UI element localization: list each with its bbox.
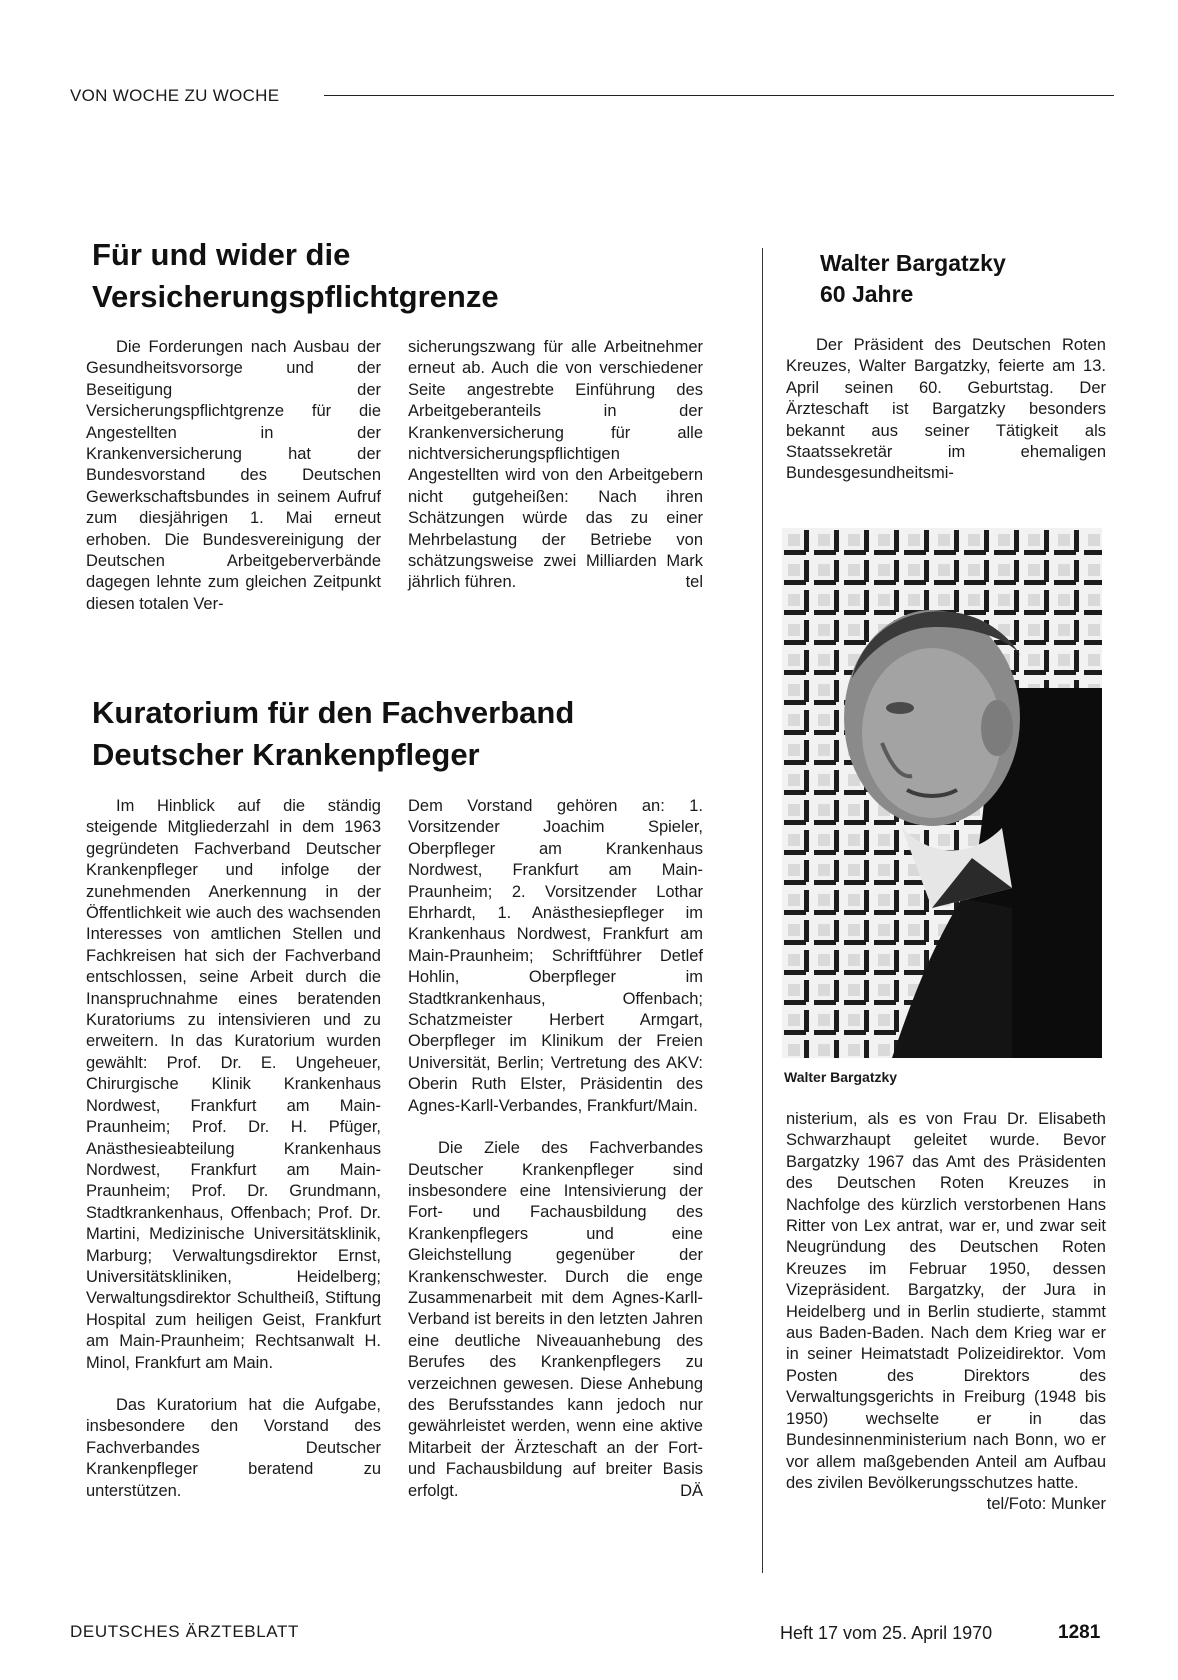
- footer-journal-name: DEUTSCHES ÄRZTEBLATT: [70, 1622, 299, 1641]
- article2-paragraph-4-text: Die Ziele des Fachverbandes Deutscher Krankenpfleger sind insbesondere eine Intensivierung der Fort- und Fachausbildung des Krankenpflegers und eine Gleichstellung gegenüber der Krankenschwester. Durch die enge Zusammenarbeit mit dem Agnes-Karll-Verband ist bereits in den letzten Jahren eine deutliche Niveauanhebung des Berufes des Krankenpflegers zu verzeichnen gewesen. Diese Anhebung des Berufsstandes kann jedoch nur gewährleistet werden, wenn eine aktive Mitarbeit der Ärzteschaft an der Fort- und Fachausbildung auf breiter Basis erfolgt.: [408, 1139, 703, 1500]
- article1-paragraph-continued: [408, 337, 703, 594]
- article2-signature: DÄ: [680, 1481, 703, 1500]
- article1-headline-line2: Versicherungspflichtgrenze: [92, 279, 499, 314]
- article2-paragraph-3: Dem Vorstand gehören an: 1. Vorsitzender Joachim Spieler, Oberpfleger am Krankenhaus Nordwest, Frankfurt am Main-Praunheim; 2. Vorsitzender Lothar Ehrhardt, 1. Anästhesiepfleger im Krankenhaus Nordwest, Frankfurt am Main-Praunheim; Schriftführer Detlef Hohlin, Oberpfleger im Stadtkrankenhaus, Offenbach; Schatzmeister Herbert Armgart, Oberpfleger im Klinikum der Freien Universität, Berlin; Vertretung des AKV: Oberin Ruth Elster, Präsidentin des Agnes-Karll-Verbandes, Frankfurt/Main.: [408, 797, 703, 1115]
- article1-headline-line1: Für und wider die: [92, 237, 351, 272]
- article2-paragraph-2: Das Kuratorium hat die Aufgabe, insbesondere den Vorstand des Fachverbandes Deutscher Krankenpfleger beratend zu unterstützen.: [86, 1395, 381, 1500]
- article2-column-right: [408, 796, 703, 1502]
- article1-paragraph: Die Forderungen nach Ausbau der Gesundheitsvorsorge und der Beseitigung der Versicherungspflichtgrenze für die Angestellten in der Krankenversicherung hat der Bundesvorstand des Deutschen Gewerkschaftsbundes in seinem Aufruf zum diesjährigen 1. Mai erneut erhoben. Die Bundesvereinigung der Deutschen Arbeitgeberverbände dagegen lehnte zum gleichen Zeitpunkt diesen totalen Ver-: [86, 338, 381, 613]
- article2-headline: [92, 692, 712, 776]
- sidebar-paragraph-2: [786, 1109, 1106, 1514]
- sidebar-paragraph-1: Der Präsident des Deutschen Roten Kreuzes, Walter Bargatzky, feierte am 13. April seinen 60. Geburtstag. Der Ärzteschaft ist Bargatzky besonders bekannt aus seiner Tätigkeit als Staatssekretär im ehemaligen Bundesgesundheitsmi-: [786, 336, 1106, 483]
- portrait-photo: [782, 528, 1102, 1058]
- sidebar-paragraph-2-text: nisterium, als es von Frau Dr. Elisabeth Schwarzhaupt geleitet wurde. Bevor Bargatzky 1967 das Amt des Präsidenten des Deutschen Roten Kreuzes in Nachfolge des kürzlich verstorbenen Hans Ritter von Lex antrat, war er, und zwar seit Neugründung des Deutschen Roten Kreuzes im Februar 1950, dessen Vizepräsident. Bargatzky, der Jura in Heidelberg und in Berlin studierte, stammt aus Baden-Baden. Nach dem Krieg war er in seiner Heimatstadt Polizeidirektor. Vom Posten des Direktors des Verwaltungsgerichts in Freiburg (1948 bis 1950) wechselte er in das Bundesinnenministerium nach Bonn, wo er vor allem maßgebenden Anteil am Aufbau des zivilen Bevölkerungsschutzes hatte.: [786, 1110, 1106, 1492]
- sidebar-signature: tel/Foto: Munker: [986, 1495, 1106, 1514]
- page-number: 1281: [1058, 1622, 1101, 1643]
- running-head: VON WOCHE ZU WOCHE: [70, 86, 280, 105]
- portrait-photo-graphic: [782, 528, 1102, 1058]
- article1-column-left: [86, 337, 381, 615]
- photo-caption: Walter Bargatzky: [784, 1069, 898, 1085]
- article2-headline-line1: Kuratorium für den Fachverband: [92, 695, 575, 730]
- sidebar-headline-line1: Walter Bargatzky: [820, 250, 1006, 276]
- article2-paragraph-1: Im Hinblick auf die ständig steigende Mitgliederzahl in dem 1963 gegründeten Fachverband Deutscher Krankenpfleger und infolge der zunehmenden Anerkennung in der Öffentlichkeit wie auch des wachsenden Interesses von amtlichen Stellen und Fachkreisen hat sich der Fachverband entschlossen, seine Arbeit durch die Inanspruchnahme eines beratenden Kuratoriums zu intensivieren und zu erweitern. In das Kuratorium wurden gewählt: Prof. Dr. E. Ungeheuer, Chirurgische Klinik Krankenhaus Nordwest, Frankfurt am Main-Praunheim; Prof. Dr. H. Pfüger, Anästhesieabteilung Krankenhaus Nordwest, Frankfurt am Main-Praunheim; Prof. Dr. Grundmann, Stadtkrankenhaus, Offenbach; Prof. Dr. Martini, Medizinische Universitätsklinik, Marburg; Verwaltungsdirektor Ernst, Universitätskliniken, Heidelberg; Verwaltungsdirektor Schultheiß, Stiftung Hospital zum heiligen Geist, Frankfurt am Main-Praunheim; Rechtsanwalt H. Minol, Frankfurt am Main.: [86, 797, 381, 1372]
- header-rule: [324, 95, 1114, 96]
- sidebar-headline: [820, 248, 1120, 310]
- sidebar-text-bottom: [786, 1109, 1106, 1516]
- article1-column-right: [408, 337, 703, 594]
- article2-paragraph-4: [408, 1138, 703, 1502]
- article1-text: sicherungszwang für alle Arbeitnehmer erneut ab. Auch die von verschiedener Seite angestrebte Einführung des Arbeitgeberanteils in der Krankenversicherung für alle nichtversicherungspflichtigen Angestellten wird von den Arbeitgebern nicht gutgeheißen: Nach ihren Schätzungen würde das zu einer Mehrbelastung der Betriebe von schätzungsweise zwei Milliarden Mark jährlich führen.: [408, 338, 703, 592]
- article1-headline: [92, 234, 712, 318]
- article2-column-left: [86, 796, 381, 1502]
- article2-headline-line2: Deutscher Krankenpfleger: [92, 737, 480, 772]
- column-divider: [762, 248, 763, 1573]
- article1-signature: tel: [685, 573, 703, 592]
- footer-issue: Heft 17 vom 25. April 1970: [780, 1623, 993, 1643]
- sidebar-headline-line2: 60 Jahre: [820, 281, 914, 307]
- sidebar-text-top: [786, 335, 1106, 485]
